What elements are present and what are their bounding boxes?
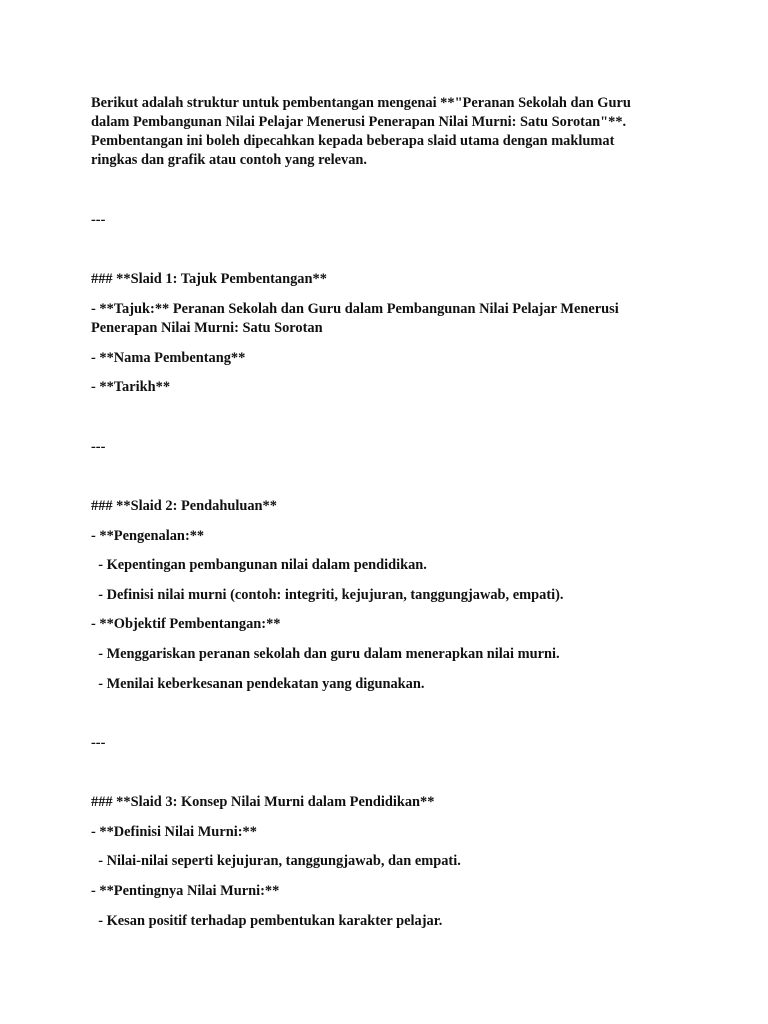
separator-3: --- (91, 735, 106, 751)
slide3-importance-label: - **Pentingnya Nilai Murni:** (91, 883, 280, 899)
slide3-definition-label: - **Definisi Nilai Murni:** (91, 824, 257, 840)
slide2-objective-label: - **Objektif Pembentangan:** (91, 616, 281, 632)
separator-1: --- (91, 212, 106, 228)
intro-line-1: Berikut adalah struktur untuk pembentangan mengenai **"Peranan Sekolah dan Guru (91, 95, 631, 111)
slide2-intro-point-1: - Kepentingan pembangunan nilai dalam pendidikan. (91, 557, 427, 573)
slide1-heading: ### **Slaid 1: Tajuk Pembentangan** (91, 271, 327, 287)
separator-2: --- (91, 439, 106, 455)
intro-line-3: Pembentangan ini boleh dipecahkan kepada beberapa slaid utama dengan maklumat (91, 133, 615, 149)
intro-line-2: dalam Pembangunan Nilai Pelajar Menerusi Penerapan Nilai Murni: Satu Sorotan"**. (91, 114, 627, 130)
slide1-date: - **Tarikh** (91, 379, 171, 395)
intro-line-4: ringkas dan grafik atau contoh yang relevan. (91, 152, 367, 168)
slide3-heading: ### **Slaid 3: Konsep Nilai Murni dalam Pendidikan** (91, 794, 435, 810)
slide2-heading: ### **Slaid 2: Pendahuluan** (91, 498, 277, 514)
slide3-importance-point-1: - Kesan positif terhadap pembentukan karakter pelajar. (91, 913, 443, 929)
slide1-title-line-2: Penerapan Nilai Murni: Satu Sorotan (91, 320, 323, 336)
slide2-intro-point-2: - Definisi nilai murni (contoh: integriti, kejujuran, tanggungjawab, empati). (91, 587, 564, 603)
slide1-presenter: - **Nama Pembentang** (91, 350, 246, 366)
slide2-intro-label: - **Pengenalan:** (91, 528, 205, 544)
slide2-objective-point-1: - Menggariskan peranan sekolah dan guru dalam menerapkan nilai murni. (91, 646, 560, 662)
slide2-objective-point-2: - Menilai keberkesanan pendekatan yang digunakan. (91, 676, 425, 692)
slide3-definition-point-1: - Nilai-nilai seperti kejujuran, tanggungjawab, dan empati. (91, 853, 461, 869)
slide1-title-line-1: - **Tajuk:** Peranan Sekolah dan Guru dalam Pembangunan Nilai Pelajar Menerusi (91, 301, 619, 317)
